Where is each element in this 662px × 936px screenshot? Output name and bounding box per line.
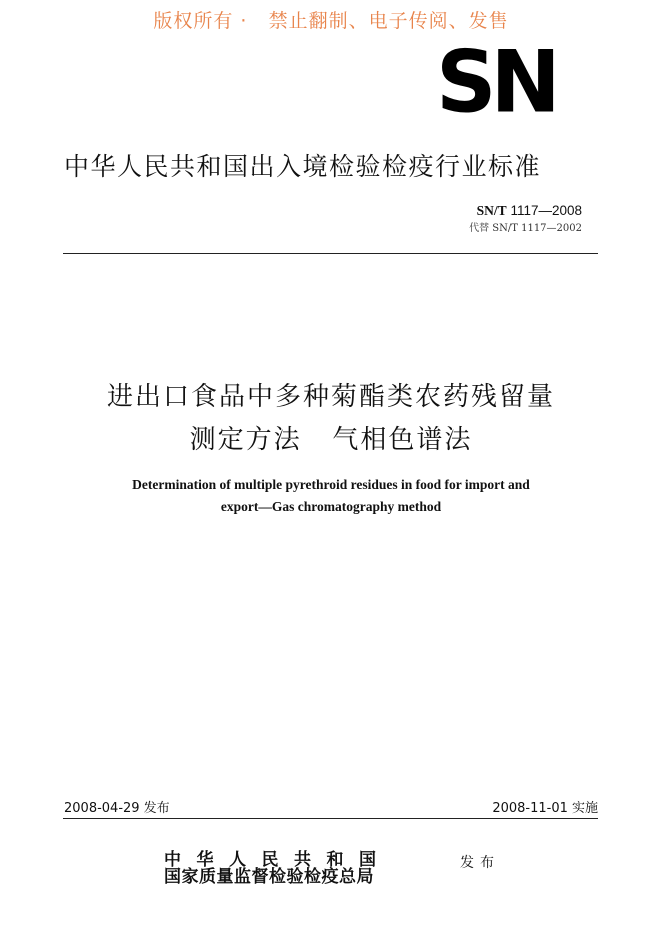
document-title-en-line1: Determination of multiple pyrethroid residues in food for import and: [132, 477, 530, 492]
issue-date: 2008-04-29 发布: [64, 801, 170, 816]
standard-code-prefix: SN/T: [476, 203, 507, 218]
standard-code: [477, 203, 582, 219]
footer-divider: [63, 818, 598, 819]
publish-label: 发布: [460, 855, 500, 871]
replaces-standard: 代替 SN/T 1117—2002: [469, 223, 582, 234]
copyright-notice: 版权所有 · 禁止翻制、电子传阅、发售: [153, 10, 509, 32]
header-divider: [63, 253, 598, 254]
implementation-date: 2008-11-01 实施: [492, 801, 598, 816]
sn-logo: SN: [436, 32, 555, 132]
document-title-en-line2: export—Gas chromatography method: [220, 499, 442, 514]
standard-code-number: 1117—2008: [506, 203, 582, 218]
issuer-country: 中华人民共和国: [164, 850, 392, 870]
document-title-cn-line1: 进出口食品中多种菊酯类农药残留量: [106, 382, 555, 412]
document-title-cn-line2: 测定方法 气相色谱法: [189, 425, 473, 455]
standard-category-heading: 中华人民共和国出入境检验检疫行业标准: [64, 152, 542, 181]
issuer-authority: 国家质量监督检验检疫总局: [164, 867, 374, 887]
